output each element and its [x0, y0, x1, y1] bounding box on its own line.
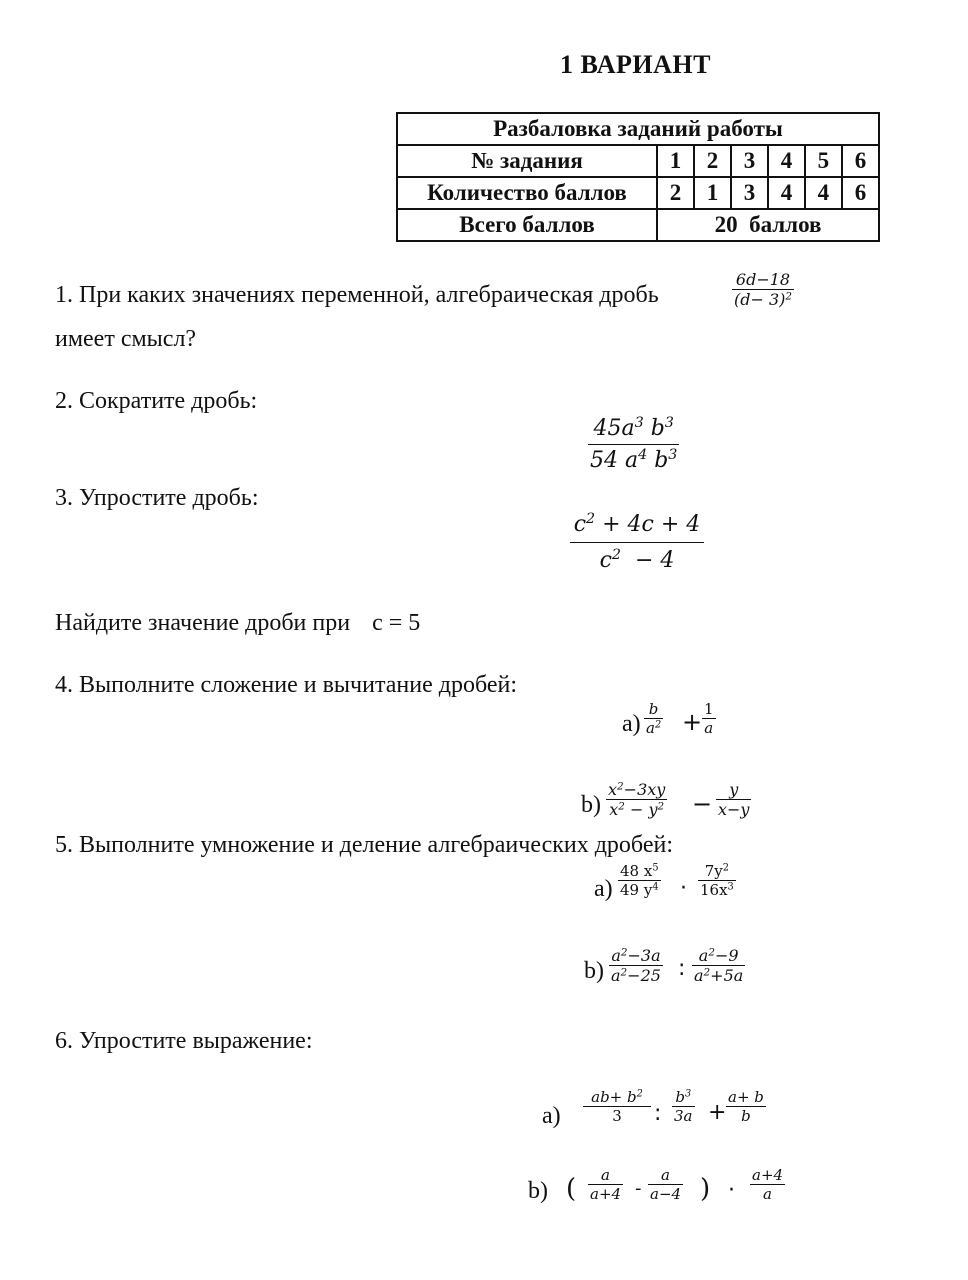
question-5a-label: а) [594, 876, 613, 902]
fraction-denominator: $16x^3$ [700, 881, 734, 899]
fraction-numerator: $45a^3$ $b^3$ [593, 415, 674, 441]
task-cell: 6 [842, 145, 879, 177]
fraction-numerator: $b^3$ [675, 1088, 692, 1106]
points-label: Количество баллов [397, 177, 657, 209]
fraction-denominator: $a^2-25$ [611, 966, 661, 985]
minus-operator: - [635, 1178, 642, 1199]
plus-operator: + [708, 1100, 727, 1125]
question-5-text: 5. Выполните умножение и деление алгебраических дробей: [55, 832, 673, 858]
fraction-numerator: 1 [704, 700, 714, 718]
question-5a-fraction-2 [698, 862, 736, 899]
question-6b-fraction-3 [750, 1166, 785, 1203]
question-3-fraction [570, 512, 704, 573]
score-table-caption: Разбаловка заданий работы [397, 113, 879, 145]
minus-operator: − [692, 790, 713, 818]
question-1-fraction [732, 270, 794, 309]
fraction-denominator: a [763, 1185, 772, 1203]
question-4a-fraction-2 [702, 700, 716, 737]
question-1-text-cont: имеет смысл? [55, 326, 197, 352]
divide-operator: : [654, 1101, 662, 1126]
question-6b-fraction-1 [588, 1166, 623, 1203]
right-paren: ) [700, 1174, 711, 1204]
fraction-denominator: 3 [612, 1107, 622, 1125]
question-4b-label: b) [581, 792, 601, 818]
total-label: Всего баллов [397, 209, 657, 241]
fraction-numerator: $ab+ b^2$ [591, 1088, 643, 1106]
fraction-denominator: $c^2 - 4$ [599, 547, 675, 573]
question-5b-fraction-1 [609, 946, 663, 985]
question-2-fraction [588, 416, 679, 473]
left-paren: ( [566, 1174, 577, 1204]
points-cell: 4 [805, 177, 842, 209]
fraction-denominator: $a^2+5a$ [694, 966, 744, 985]
question-6-text: 6. Упростите выражение: [55, 1028, 313, 1054]
points-cell: 4 [768, 177, 805, 209]
question-2-text: 2. Сократите дробь: [55, 388, 258, 414]
fraction-numerator: $a^2-9$ [698, 946, 739, 965]
fraction-denominator: a [704, 719, 714, 737]
fraction-numerator: a+ b [728, 1088, 764, 1106]
question-6a-fraction-3 [726, 1088, 766, 1125]
fraction-denominator: a−4 [650, 1185, 682, 1203]
plus-operator: + [682, 708, 703, 736]
task-number-label: № задания [397, 145, 657, 177]
multiply-operator: · [680, 876, 687, 901]
points-cell: 2 [657, 177, 694, 209]
question-1-text: 1. При каких значениях переменной, алгебраическая дробь [55, 282, 659, 308]
fraction-denominator: 49 $y^4$ [620, 881, 659, 899]
fraction-denominator: $(d- 3)^2$ [734, 290, 793, 309]
points-cell: 1 [694, 177, 731, 209]
question-6a-label: а) [542, 1103, 561, 1129]
fraction-denominator: 3a [674, 1107, 693, 1125]
page-title: 1 ВАРИАНТ [560, 50, 711, 79]
fraction-numerator: 48 $x^5$ [620, 862, 659, 880]
score-table [396, 112, 880, 242]
task-cell: 4 [768, 145, 805, 177]
question-3-text: 3. Упростите дробь: [55, 485, 259, 511]
points-cell: 6 [842, 177, 879, 209]
fraction-numerator: $x^2-3xy$ [608, 780, 666, 799]
fraction-denominator: $a^2$ [646, 719, 662, 737]
fraction-numerator: a [601, 1166, 610, 1184]
condition-value: c = 5 [372, 610, 421, 636]
fraction-denominator: b [741, 1107, 751, 1125]
question-4a-label: а) [622, 711, 641, 737]
fraction-denominator: a+4 [590, 1185, 622, 1203]
fraction-numerator: $a^2-3a$ [611, 946, 661, 965]
question-6a-fraction-1 [583, 1088, 651, 1125]
fraction-denominator: x−y [718, 800, 750, 819]
fraction-numerator: $c^2 + 4c + 4$ [573, 511, 701, 537]
fraction-numerator: a [661, 1166, 670, 1184]
question-3-subtask: Найдите значение дроби при c = 5 [55, 610, 421, 636]
fraction-denominator: 54 $a^4$ $b^3$ [590, 447, 678, 473]
question-5b-fraction-2 [692, 946, 745, 985]
task-cell: 1 [657, 145, 694, 177]
task-cell: 5 [805, 145, 842, 177]
divide-operator: : [678, 956, 686, 981]
task-cell: 2 [694, 145, 731, 177]
question-4a-fraction-1 [644, 700, 663, 737]
question-6a-fraction-2 [672, 1088, 695, 1125]
total-value: 20 баллов [657, 209, 879, 241]
fraction-numerator: b [648, 700, 659, 718]
fraction-numerator: y [729, 780, 739, 799]
points-cell: 3 [731, 177, 768, 209]
question-5b-label: b) [584, 958, 604, 984]
question-4b-fraction-2 [716, 780, 751, 819]
question-4b-fraction-1 [606, 780, 667, 819]
fraction-numerator: 6d−18 [735, 270, 791, 289]
fraction-denominator: $x^2 - y^2$ [609, 800, 665, 819]
multiply-operator: · [728, 1178, 735, 1203]
question-4-text: 4. Выполните сложение и вычитание дробей: [55, 672, 518, 698]
question-6b-fraction-2 [648, 1166, 683, 1203]
fraction-numerator: a+4 [752, 1166, 784, 1184]
question-5a-fraction-1 [618, 862, 661, 899]
fraction-numerator: $7y^2$ [704, 862, 729, 880]
task-cell: 3 [731, 145, 768, 177]
question-6b-label: b) [528, 1178, 548, 1204]
